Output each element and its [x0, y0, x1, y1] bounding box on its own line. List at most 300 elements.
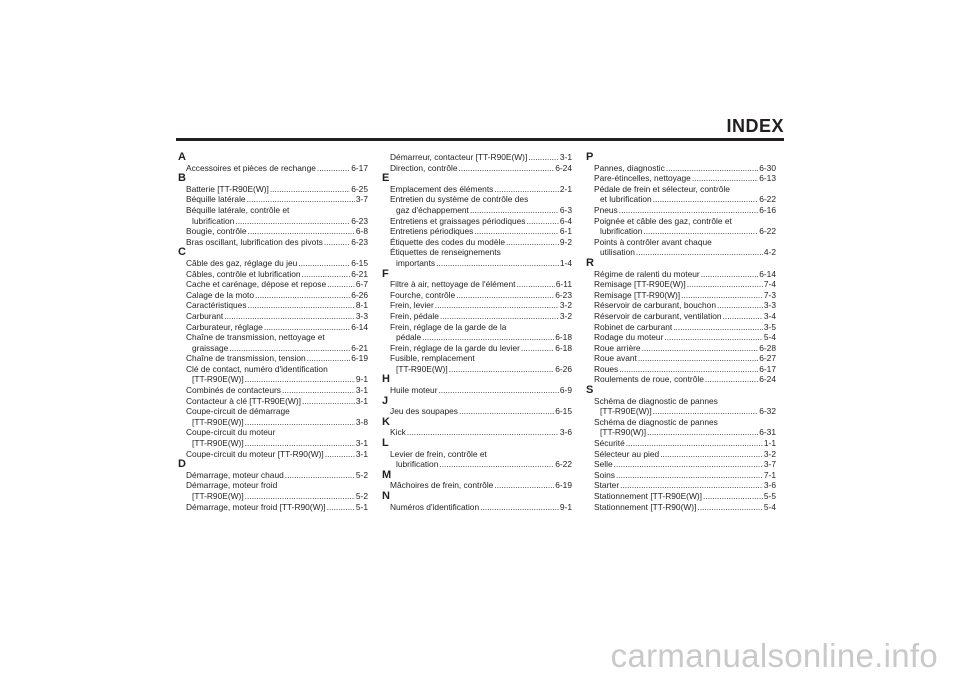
- index-entry-text: Robinet de carburant: [594, 321, 673, 332]
- index-page-number: 6-17: [759, 363, 776, 374]
- index-entry: [586, 322, 776, 333]
- index-page-number: 3-1: [355, 448, 368, 459]
- index-page-number: 6-19: [555, 480, 572, 491]
- index-page-number: 6-24: [555, 162, 572, 173]
- leader-dots: [282, 385, 355, 396]
- index-entry-text: Roue arrière: [594, 342, 641, 353]
- leader-dots: [647, 427, 758, 438]
- index-letter-heading: S: [586, 384, 594, 397]
- index-entry-text: Coupe-circuit de démarrage: [186, 406, 290, 417]
- index-entry: [382, 480, 572, 491]
- leader-dots: [717, 300, 763, 311]
- index-page-number: 3-6: [559, 427, 572, 438]
- index-entry: [382, 184, 572, 195]
- leader-dots: [681, 290, 763, 301]
- leader-dots: [616, 470, 763, 481]
- index-page-number: 5-1: [355, 501, 368, 512]
- leader-dots: [435, 300, 559, 311]
- leader-dots: [470, 205, 559, 216]
- leader-dots: [245, 417, 355, 428]
- index-page-number: 6-7: [355, 279, 368, 290]
- leader-dots: [324, 237, 350, 248]
- leader-dots: [285, 470, 355, 481]
- index-entry: [178, 332, 368, 353]
- index-page-number: 9-1: [559, 501, 572, 512]
- index-entry-text: Démarrage, moteur froid: [186, 480, 278, 491]
- index-page-number: 9-1: [355, 374, 368, 385]
- index-entry: [178, 163, 368, 174]
- index-entry-text: Frein, pédale: [390, 310, 439, 321]
- index-page-number: 6-30: [759, 162, 776, 173]
- index-letter-heading: H: [382, 373, 390, 386]
- index-entry: [586, 173, 776, 184]
- index-entry-text: Étiquettes de renseignements: [390, 247, 501, 258]
- leader-dots: [705, 374, 758, 385]
- index-entry: [382, 290, 572, 301]
- index-entry: [178, 385, 368, 396]
- index-entry: [586, 502, 776, 513]
- index-entry: [178, 184, 368, 195]
- index-entry-text: [TT-R90E(W)]: [192, 438, 244, 449]
- leader-dots: [327, 502, 355, 513]
- index-page-number: 6-28: [759, 342, 776, 353]
- index-entry: [382, 406, 572, 417]
- index-entry-text: Démarreur, contacteur [TT-R90E(W)]: [390, 152, 528, 162]
- index-entry: [586, 184, 776, 205]
- index-page-number: 3-1: [559, 152, 572, 162]
- index-letter-heading: C: [178, 246, 186, 259]
- index-entry: [178, 311, 368, 322]
- index-entry: [586, 396, 776, 417]
- index-letter-heading: E: [382, 172, 390, 185]
- index-entry-text: Réservoir de carburant, bouchon: [594, 300, 716, 311]
- index-entry: [382, 322, 572, 343]
- index-entry-text: Étiquette des codes du modèle: [390, 236, 506, 247]
- leader-dots: [494, 184, 559, 195]
- leader-dots: [245, 491, 355, 502]
- leader-dots: [620, 480, 763, 491]
- index-letter-heading: J: [382, 394, 389, 407]
- index-entry-text: Réservoir de carburant, ventilation: [594, 310, 722, 321]
- leader-dots: [298, 258, 350, 269]
- index-page-number: 3-4: [763, 310, 776, 321]
- index-letter-heading: M: [382, 468, 392, 481]
- leader-dots: [264, 322, 350, 333]
- index-entry-text: [TT-R90(W)]: [600, 427, 647, 438]
- index-entry: [178, 269, 368, 280]
- index-entry: [382, 163, 572, 174]
- leader-dots: [653, 194, 759, 205]
- index-entry-text: Bougie, contrôle: [186, 226, 247, 237]
- index-entry: [586, 311, 776, 322]
- index-entry-text: gaz d'échappement: [396, 204, 469, 215]
- index-page-number: 6-13: [759, 173, 776, 184]
- leader-dots: [521, 343, 554, 354]
- index-entry-text: Pneus: [594, 204, 618, 215]
- leader-dots: [449, 364, 555, 375]
- leader-dots: [224, 311, 355, 322]
- index-entry-text: Entretien du système de contrôle des: [390, 194, 529, 205]
- index-entry-text: Jeu des soupapes: [390, 406, 458, 417]
- leader-dots: [325, 449, 355, 460]
- leader-dots: [422, 332, 554, 343]
- index-entry: [586, 237, 776, 258]
- index-entry-text: Batterie [TT-R90E(W)]: [186, 183, 269, 194]
- index-entry: [586, 459, 776, 470]
- index-entry: [382, 427, 572, 438]
- leader-dots: [229, 343, 350, 354]
- index-letter-heading: L: [382, 437, 389, 450]
- index-page-number: 5-5: [763, 491, 776, 501]
- index-entry: [586, 449, 776, 460]
- index-entry-text: Selle: [594, 459, 613, 470]
- leader-dots: [619, 205, 758, 216]
- title-rule: [176, 138, 784, 141]
- leader-dots: [494, 480, 554, 491]
- index-page-number: 5-4: [763, 501, 776, 512]
- leader-dots: [653, 406, 759, 417]
- index-entry: [586, 205, 776, 216]
- index-entry: [586, 343, 776, 354]
- index-page-number: 3-7: [355, 194, 368, 205]
- index-entry-text: Bras oscillant, lubrification des pivots: [186, 236, 323, 247]
- index-page-number: 9-2: [559, 236, 572, 247]
- index-entry: [586, 480, 776, 491]
- index-entry: [178, 480, 368, 501]
- index-entry: [178, 396, 368, 407]
- leader-dots: [660, 449, 763, 460]
- index-letter-heading: B: [178, 172, 186, 185]
- index-entry-text: Calage de la moto: [186, 289, 254, 300]
- index-entry: [382, 449, 572, 470]
- index-entry: [178, 322, 368, 333]
- leader-dots: [247, 194, 355, 205]
- index-entry: [382, 194, 572, 215]
- index-page-number: 6-23: [351, 215, 368, 226]
- index-letter-heading: A: [178, 151, 186, 163]
- index-entry-text: [TT-R90E(W)]: [600, 406, 652, 417]
- index-entry-text: Entretiens et graissages périodiques: [390, 215, 526, 226]
- index-page-number: 6-16: [759, 204, 776, 215]
- index-page-number: 6-3: [559, 204, 572, 215]
- index-entry: [178, 406, 368, 427]
- index-column-2: [382, 152, 572, 512]
- index-entry-text: Sécurité: [594, 438, 625, 449]
- index-entry-text: Emplacement des éléments: [390, 183, 494, 194]
- index-entry-text: [TT-R90E(W)]: [192, 416, 244, 427]
- index-entry: [178, 205, 368, 226]
- index-letter-heading: N: [382, 490, 390, 502]
- leader-dots: [440, 311, 559, 322]
- index-entry-text: Chaîne de transmission, nettoyage et: [186, 332, 325, 343]
- index-page-number: 3-1: [355, 395, 368, 406]
- index-entry-text: Cache et carénage, dépose et repose: [186, 279, 327, 290]
- index-entry-text: graissage: [192, 342, 229, 353]
- index-entry-text: [TT-R90E(W)]: [192, 374, 244, 385]
- index-page-number: 6-31: [759, 427, 776, 438]
- leader-dots: [307, 353, 351, 364]
- index-page-number: 7-1: [763, 469, 776, 480]
- index-entry-text: Starter: [594, 480, 620, 491]
- index-entry-text: Câbles, contrôle et lubrification: [186, 268, 301, 279]
- index-entry: [586, 300, 776, 311]
- index-page-number: 6-26: [351, 289, 368, 300]
- index-page-number: 7-4: [763, 279, 776, 290]
- index-entry-text: Combinés de contacteurs: [186, 385, 281, 396]
- index-entry-text: Caractéristiques: [186, 300, 247, 311]
- leader-dots: [302, 269, 351, 280]
- index-page-number: 3-1: [355, 385, 368, 396]
- index-entry: [382, 343, 572, 354]
- leader-dots: [439, 459, 554, 470]
- index-entry-text: Frein, réglage de la garde du levier: [390, 342, 520, 353]
- index-page-number: 6-11: [555, 279, 572, 290]
- index-entry: [586, 417, 776, 438]
- index-letter-heading: D: [178, 458, 186, 471]
- index-page-number: 6-23: [351, 236, 368, 247]
- leader-dots: [526, 216, 558, 227]
- index-entry-text: lubrification: [396, 459, 439, 470]
- leader-dots: [636, 247, 763, 258]
- leader-dots: [692, 173, 758, 184]
- index-entry-text: et lubrification: [600, 194, 652, 205]
- index-entry-text: Stationnement [TT-R90(W)]: [594, 501, 697, 512]
- index-page-number: 6-8: [355, 226, 368, 237]
- index-entry-text: lubrification: [600, 226, 643, 237]
- leader-dots: [703, 491, 763, 502]
- leader-dots: [619, 364, 758, 375]
- index-entry-text: importants: [396, 257, 436, 268]
- index-entry-text: Chaîne de transmission, tension: [186, 353, 306, 364]
- index-page-number: 3-7: [763, 459, 776, 470]
- index-entry-text: Schéma de diagnostic de pannes: [594, 416, 718, 427]
- index-entry-text: Points à contrôler avant chaque: [594, 236, 712, 247]
- index-entry-text: Levier de frein, contrôle et: [390, 448, 487, 459]
- index-entry: [382, 247, 572, 268]
- index-entry-text: Entretiens périodiques: [390, 226, 474, 237]
- leader-dots: [723, 311, 763, 322]
- index-entry: [178, 502, 368, 513]
- index-column-3: [586, 152, 776, 512]
- index-page-number: 6-19: [351, 353, 368, 364]
- leader-dots: [248, 300, 355, 311]
- index-page-number: 6-17: [351, 162, 368, 173]
- index-entry: [178, 470, 368, 481]
- index-page-number: 6-21: [351, 268, 368, 279]
- index-entry-text: [TT-R90E(W)]: [192, 491, 244, 501]
- index-entry-text: Direction, contrôle: [390, 162, 458, 173]
- index-entry-text: Mâchoires de frein, contrôle: [390, 480, 494, 491]
- leader-dots: [664, 332, 763, 343]
- leader-dots: [643, 226, 758, 237]
- leader-dots: [407, 427, 559, 438]
- watermark: carmanualsonline.info: [610, 637, 938, 674]
- index-entry-text: Carburant: [186, 310, 224, 321]
- index-page-number: 7-3: [763, 289, 776, 300]
- index-page-number: 6-14: [351, 321, 368, 332]
- leader-dots: [459, 406, 554, 417]
- leader-dots: [438, 385, 558, 396]
- index-letter-heading: K: [382, 415, 390, 428]
- index-entry-text: Pare-étincelles, nettoyage: [594, 173, 691, 184]
- index-entry: [586, 491, 776, 502]
- index-page-number: 3-1: [355, 438, 368, 449]
- index-entry-text: Stationnement [TT-R90E(W)]: [594, 491, 702, 501]
- index-entry: [178, 449, 368, 460]
- index-page-number: 6-18: [555, 342, 572, 353]
- index-entry-text: Soins: [594, 469, 615, 480]
- index-entry-text: Schéma de diagnostic de pannes: [594, 395, 718, 406]
- index-entry: [178, 237, 368, 248]
- page-title: INDEX: [726, 116, 784, 136]
- index-entry-text: Béquille latérale, contrôle et: [186, 204, 290, 215]
- index-entry-text: [TT-R90E(W)]: [396, 363, 448, 374]
- leader-dots: [528, 152, 559, 163]
- index-entry-text: Accessoires et pièces de rechange: [186, 162, 316, 173]
- index-entry: [382, 152, 572, 163]
- index-entry-text: Poignée et câble des gaz, contrôle et: [594, 215, 732, 226]
- index-entry-text: Coupe-circuit du moteur: [186, 427, 276, 438]
- index-entry: [382, 385, 572, 396]
- index-entry: [178, 258, 368, 269]
- index-entry-text: Carburateur, réglage: [186, 321, 263, 332]
- index-entry: [382, 237, 572, 248]
- index-entry-text: Remisage [TT-R90(W)]: [594, 289, 681, 300]
- index-letter-heading: F: [382, 267, 389, 280]
- leader-dots: [327, 279, 355, 290]
- leader-dots: [235, 216, 350, 227]
- index-entry: [586, 470, 776, 481]
- index-entry: [586, 290, 776, 301]
- index-entry-text: Fusible, remplacement: [390, 353, 475, 364]
- leader-dots: [456, 290, 554, 301]
- index-entry-text: Béquille latérale: [186, 194, 246, 205]
- index-entry-text: Sélecteur au pied: [594, 448, 660, 459]
- index-page-number: 6-25: [351, 183, 368, 194]
- index-entry: [178, 194, 368, 205]
- index-page-number: 4-2: [763, 247, 776, 258]
- leader-dots: [506, 237, 559, 248]
- index-letter-heading: P: [586, 151, 594, 163]
- index-entry: [586, 269, 776, 280]
- index-page-number: 6-22: [759, 226, 776, 237]
- index-page-number: 6-21: [351, 342, 368, 353]
- leader-dots: [459, 163, 555, 174]
- index-page-number: 6-9: [559, 385, 572, 396]
- index-entry: [586, 374, 776, 385]
- index-page-number: 6-27: [759, 353, 776, 364]
- index-entry: [586, 353, 776, 364]
- leader-dots: [673, 322, 763, 333]
- index-entry-text: Roues: [594, 363, 619, 374]
- index-entry-text: Huile moteur: [390, 385, 438, 396]
- index-page-number: 3-8: [355, 416, 368, 427]
- index-entry: [178, 300, 368, 311]
- index-entry: [586, 438, 776, 449]
- leader-dots: [248, 226, 355, 237]
- index-page-number: 5-2: [355, 491, 368, 501]
- leader-dots: [245, 438, 355, 449]
- leader-dots: [701, 269, 759, 280]
- index-entry: [586, 279, 776, 290]
- index-entry: [586, 332, 776, 343]
- index-entry: [382, 300, 572, 311]
- index-entry-text: Kick: [390, 427, 406, 438]
- index-entry: [382, 279, 572, 290]
- index-entry: [178, 226, 368, 237]
- index-page-number: 6-15: [555, 406, 572, 417]
- index-entry-text: pédale: [396, 332, 422, 343]
- index-page-number: 6-4: [559, 215, 572, 226]
- leader-dots: [317, 163, 350, 174]
- index-entry-text: Frein, réglage de la garde de la: [390, 321, 507, 332]
- index-entry: [382, 216, 572, 227]
- index-entry: [178, 353, 368, 364]
- index-page-number: 6-1: [559, 226, 572, 237]
- index-entry: [382, 311, 572, 322]
- index-entry-text: Fourche, contrôle: [390, 289, 456, 300]
- leader-dots: [480, 502, 559, 513]
- index-entry-text: Contacteur à clé [TT-R90E(W)]: [186, 395, 301, 406]
- index-page-number: 6-32: [759, 406, 776, 417]
- index-page-number: 5-4: [763, 332, 776, 343]
- leader-dots: [516, 279, 554, 290]
- index-entry: [586, 216, 776, 237]
- leader-dots: [666, 163, 758, 174]
- index-entry-text: Clé de contact, numéro d'identification: [186, 363, 328, 374]
- index-entry-text: Démarrage, moteur froid [TT-R90(W)]: [186, 501, 326, 512]
- index-entry-text: Roue avant: [594, 353, 637, 364]
- leader-dots: [697, 502, 762, 513]
- index-page-number: 2-1: [559, 183, 572, 194]
- leader-dots: [626, 438, 763, 449]
- index-page-number: 8-1: [355, 300, 368, 311]
- index-entry-text: Numéros d'identification: [390, 501, 480, 512]
- index-entry-text: Rodage du moteur: [594, 332, 664, 343]
- index-letter-heading: R: [586, 256, 594, 269]
- index-entry: [178, 427, 368, 448]
- index-page-number: 6-23: [555, 289, 572, 300]
- index-entry: [178, 279, 368, 290]
- leader-dots: [255, 290, 350, 301]
- index-page-number: 6-22: [555, 459, 572, 470]
- index-entry-text: lubrification: [192, 215, 235, 226]
- index-entry: [178, 364, 368, 385]
- index-page-number: 6-24: [759, 374, 776, 385]
- index-page-number: 6-15: [351, 257, 368, 268]
- leader-dots: [687, 279, 763, 290]
- index-page-number: 3-3: [763, 300, 776, 311]
- index-entry: [178, 290, 368, 301]
- leader-dots: [642, 343, 759, 354]
- index-page-number: 6-18: [555, 332, 572, 343]
- index-entry-text: Câble des gaz, réglage du jeu: [186, 257, 298, 268]
- index-entry-text: Pannes, diagnostic: [594, 162, 665, 173]
- index-entry-text: Régime de ralenti du moteur: [594, 268, 700, 279]
- index-entry: [382, 502, 572, 513]
- leader-dots: [245, 374, 355, 385]
- index-page-number: 1-4: [559, 257, 572, 268]
- index-entry-text: Filtre à air, nettoyage de l'élément: [390, 279, 516, 290]
- index-page-number: 3-5: [763, 321, 776, 332]
- index-entry-text: Coupe-circuit du moteur [TT-R90(W)]: [186, 448, 324, 459]
- index-entry: [382, 353, 572, 374]
- index-entry: [586, 163, 776, 174]
- leader-dots: [302, 396, 355, 407]
- index-page-number: 5-2: [355, 469, 368, 480]
- index-page-number: 6-26: [555, 363, 572, 374]
- index-page-number: 3-3: [355, 310, 368, 321]
